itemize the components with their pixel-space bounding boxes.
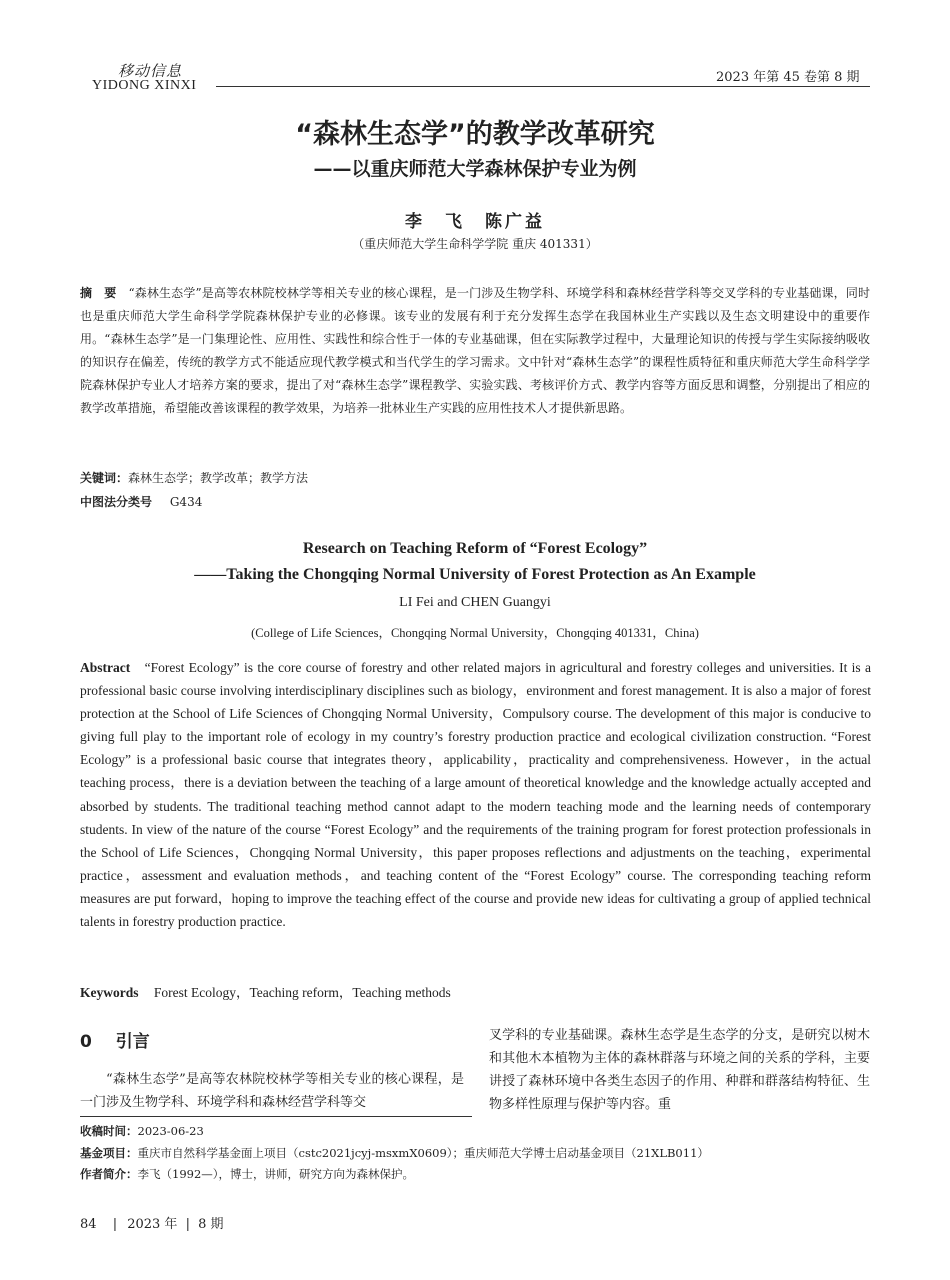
section-number: 0 xyxy=(80,1032,92,1052)
journal-name-cn: 移动信息 xyxy=(118,62,183,80)
english-authors: LI Fei and CHEN Guangyi xyxy=(399,595,551,610)
english-abstract-label: Abstract xyxy=(80,660,131,675)
footnote-received xyxy=(80,1123,880,1139)
footnote-bio xyxy=(80,1166,880,1182)
keywords-cn-text: 森林生态学；教学改革；教学方法 xyxy=(128,471,309,485)
clc-code: G434 xyxy=(169,495,203,509)
received-date: 2023-06-23 xyxy=(137,1124,204,1138)
english-subtitle: ——Taking the Chongqing Normal University of Forest Protection as An Example xyxy=(194,566,756,583)
clc-label: 中图法分类号 xyxy=(80,495,153,509)
page-number: 84 xyxy=(80,1217,97,1232)
keywords-cn xyxy=(80,467,870,490)
body-text-left-content: “森林生态学”是高等农林院校林学等相关专业的核心课程，是一门涉及生物学科、环境学科和森林经营学科等交 xyxy=(80,1072,464,1110)
journal-name-en: YIDONG XINXI xyxy=(92,78,197,93)
english-abstract-text: “Forest Ecology” is the core course of forestry and other related majors in agricultural and forestry colleges and universities. It is a professional basic course involving interdisciplinary disciplines such as biology，environment and forest management. It is also a major of forest protection at the School of Life Sciences of Chongqing Normal University，Compulsory course. The development of this major is conducive to giving full play to the important role of ecology in my country’s forestry production practice and ecological civilization construction. “Forest Ecology” is a professional basic course that integrates theory，applicability，practicality and comprehensiveness. However，in the actual teaching process，there is a deviation between the teaching of a large amount of theoretical knowledge and the knowledge actually accepted and absorbed by students. The traditional teaching method cannot adapt to the modern teaching mode and the learning needs of contemporary students. In view of the nature of the course “Forest Ecology” and the requirements of the training program for forest protection professionals in the School of Life Sciences，Chongqing Normal University，this paper proposes reflections and adjustments on the teaching，experimental practice，assessment and evaluation methods，and teaching content of the “Forest Ecology” course. The corresponding teaching reform measures are put forward，hoping to improve the teaching effect of the course and provide new ideas for cultivating a group of applied technical talents in forestry production practice. xyxy=(80,660,872,930)
abstract-cn-label: 摘 要 xyxy=(80,286,117,300)
fund-label: 基金项目： xyxy=(80,1146,138,1160)
issue-info: 2023 年第 45 卷第 8 期 xyxy=(716,70,860,85)
footer-year: 2023 年 xyxy=(127,1217,178,1232)
paper-subtitle: ——以重庆师范大学森林保护专业为例 xyxy=(313,158,637,180)
english-keywords-text: Forest Ecology，Teaching reform，Teaching methods xyxy=(153,985,451,1000)
keywords-cn-label: 关键词： xyxy=(80,471,129,485)
body-text-left xyxy=(80,1068,464,1114)
section-heading xyxy=(80,1027,150,1052)
body-text-right: 叉学科的专业基础课。森林生态学是生态学的分支，是研究以树木和其他木本植物为主体的森林群落与环境之间的关系的学科，主要讲授了森林环境中各类生态因子的作用、种群和群落结构特征、生物多样性原理与保护等内容。重 xyxy=(489,1028,870,1112)
bio-label: 作者简介： xyxy=(80,1167,138,1181)
footnote-fund xyxy=(80,1145,880,1161)
paper-title: “森林生态学”的教学改革研究 xyxy=(295,119,655,150)
page-footer: 84 | 2023 年 | 8 期 xyxy=(80,1217,224,1232)
english-keywords xyxy=(80,981,870,1001)
clc-number xyxy=(80,491,870,514)
footer-issue: 8 期 xyxy=(198,1217,224,1232)
abstract-cn xyxy=(80,282,870,420)
english-keywords-label: Keywords xyxy=(80,985,139,1000)
english-title: Research on Teaching Reform of “Forest Ecology” xyxy=(302,540,648,557)
received-label: 收稿时间： xyxy=(80,1124,138,1138)
footnote-rule xyxy=(80,1116,472,1117)
authors: 李 飞 陈广益 xyxy=(405,212,545,232)
abstract-cn-text: “森林生态学”是高等农林院校林学等相关专业的核心课程，是一门涉及生物学科、环境学科和森林经营学科等交叉学科的专业基础课，同时也是重庆师范大学生命科学学院森林保护专业的必修课。该专业的发展有利于充分发挥生态学在我国林业生产实践以及生态文明建设中的重要作用。“森林生态学”是一门集理论性、应用性、实践性和综合性于一体的专业基础课，但在实际教学过程中，大量理论知识的传授与学生实际接纳吸收的知识存在偏差，传统的教学方式不能适应现代教学模式和当代学生的学习需求。文中针对“森林生态学”的课程性质特征和重庆师范大学生命科学学院森林保护专业人才培养方案的要求，提出了对“森林生态学”课程教学、实验实践、考核评价方式、教学内容等方面反思和调整，分别提出了相应的教学改革措施，希望能改善该课程的教学效果，为培养一批林业生产实践的应用性技术人才提供新思路。 xyxy=(80,286,870,415)
english-abstract xyxy=(80,656,871,933)
affiliation: （重庆师范大学生命科学学院 重庆 401331） xyxy=(352,237,598,251)
header-rule xyxy=(216,86,870,87)
english-affiliation: (College of Life Sciences，Chongqing Normal University，Chongqing 401331，China) xyxy=(251,626,699,640)
section-title: 引言 xyxy=(115,1032,150,1052)
fund-text: 重庆市自然科学基金面上项目（cstc2021jcyj-msxmX0609）；重庆师范大学博士启动基金项目（21XLB011） xyxy=(137,1146,709,1160)
bio-text: 李飞（1992—），博士，讲师，研究方向为森林保护。 xyxy=(137,1167,415,1181)
